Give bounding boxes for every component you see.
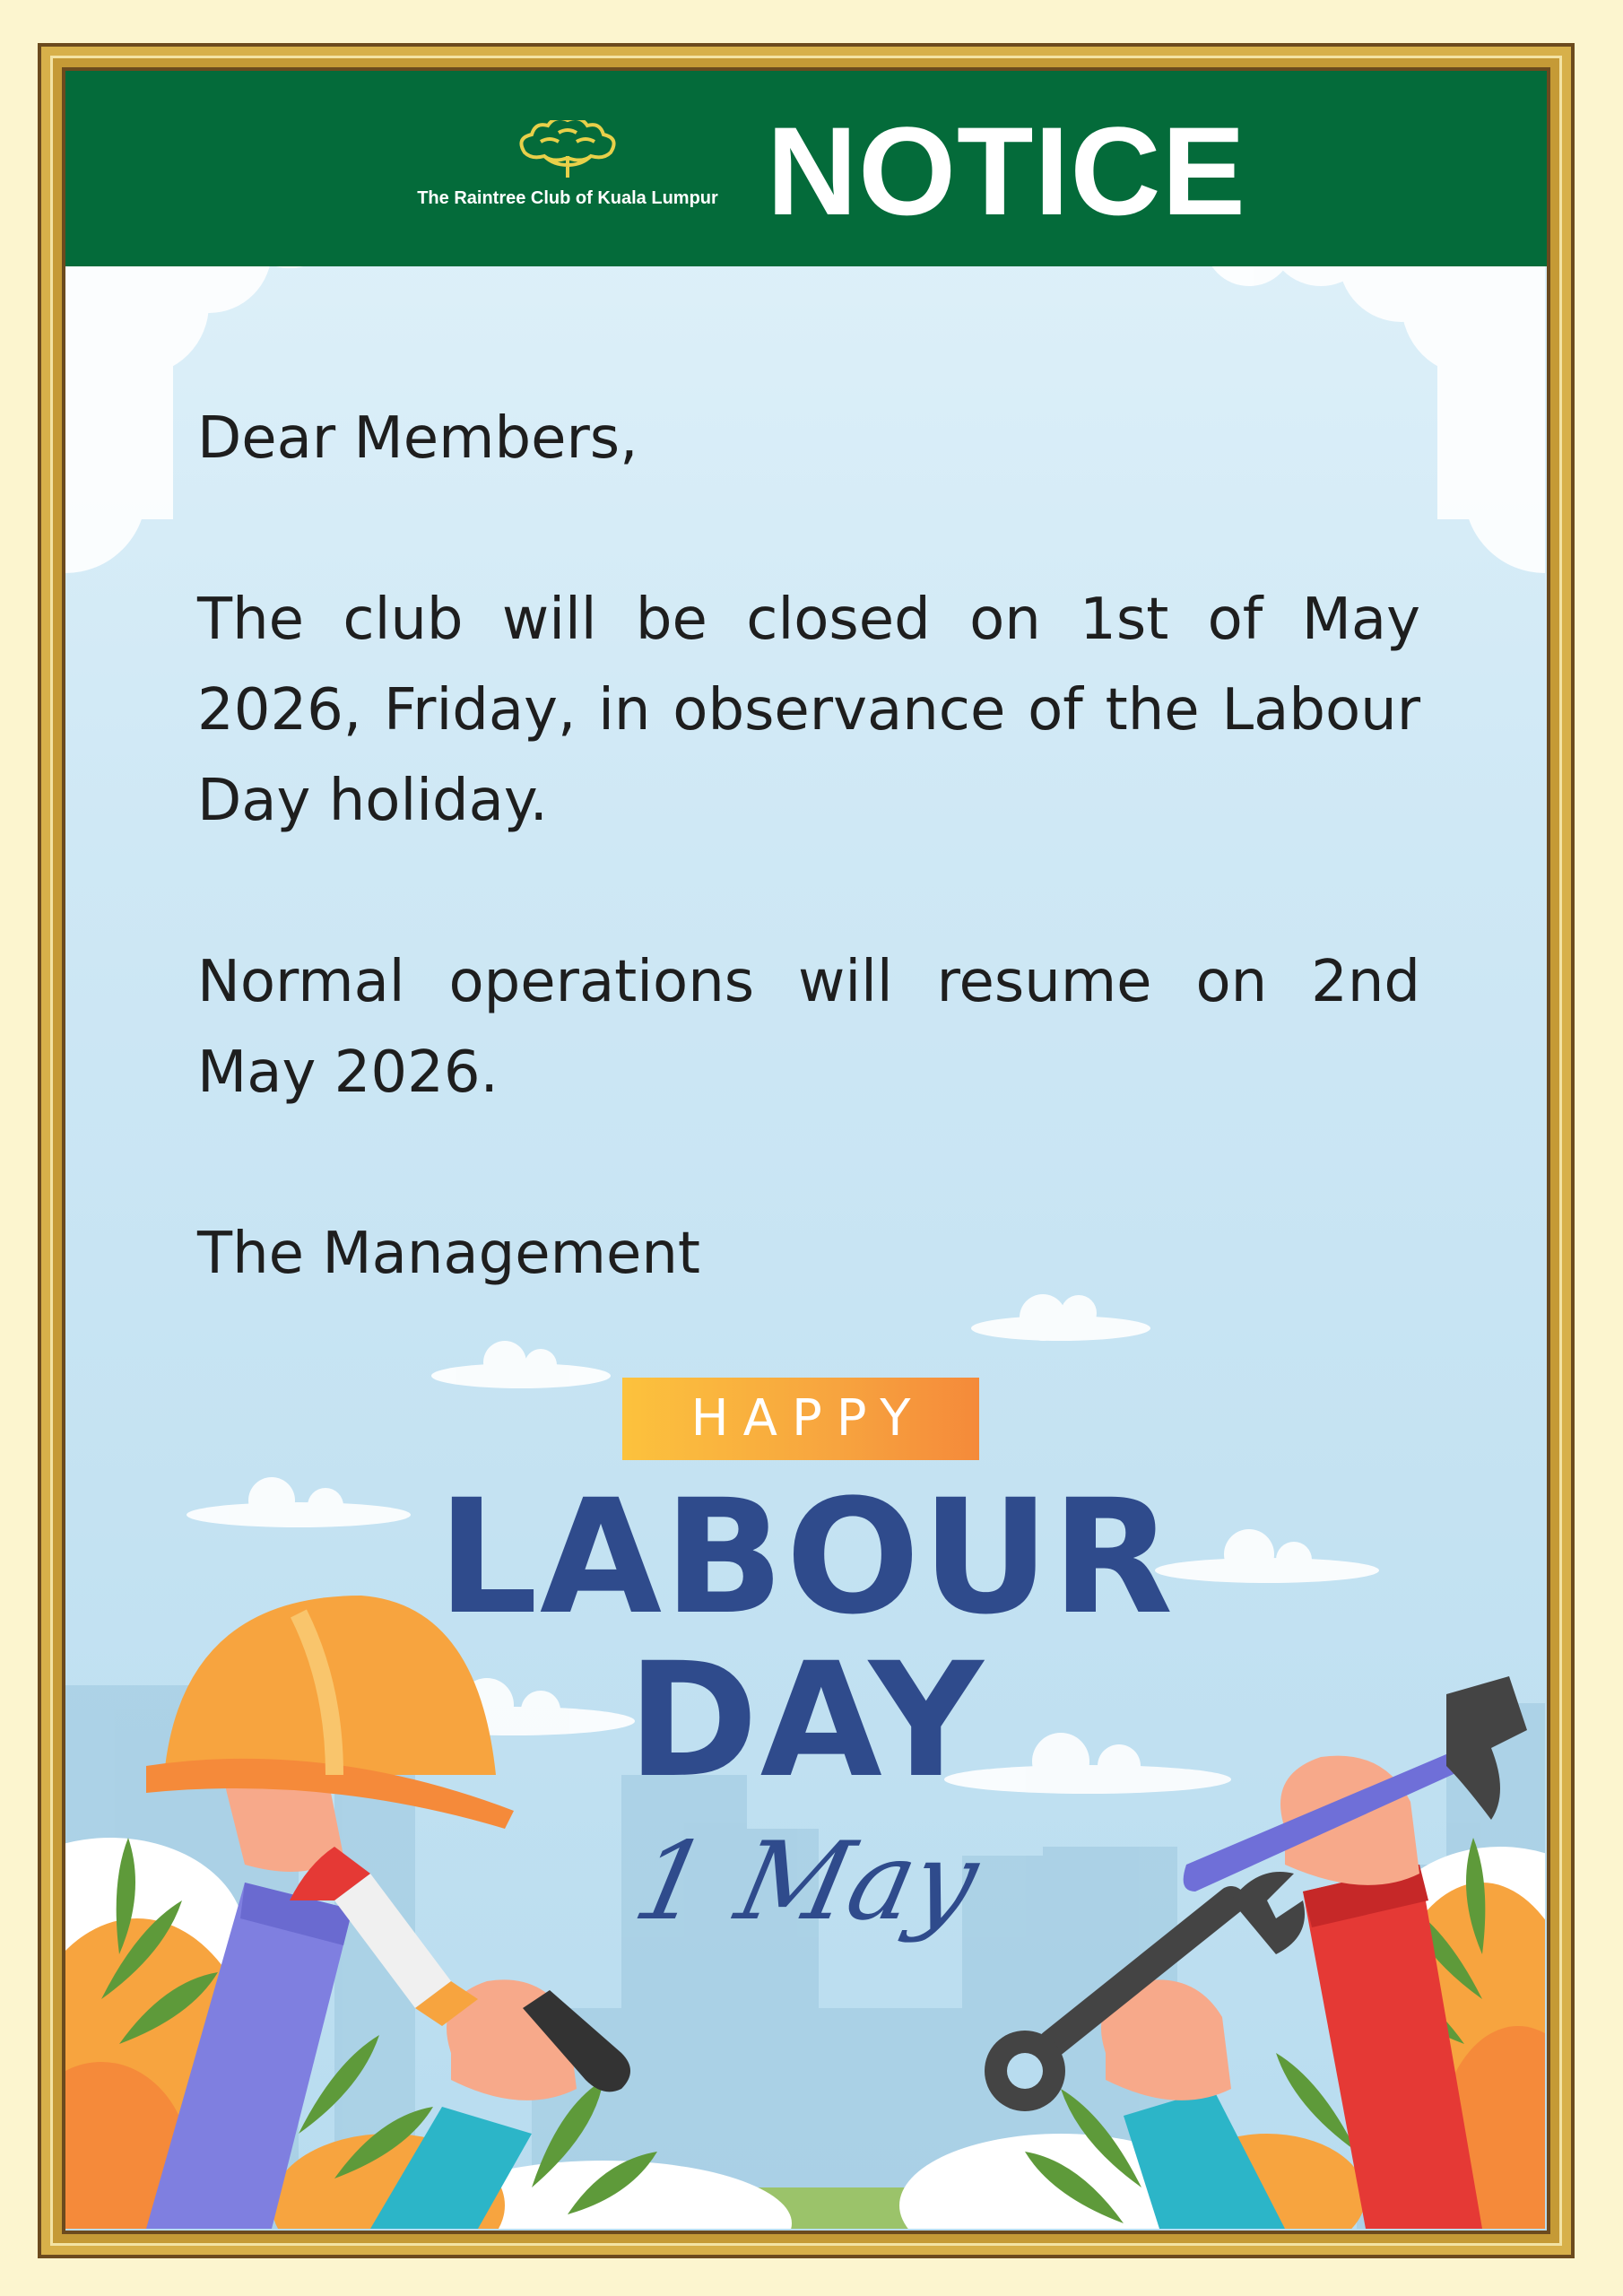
- frame-mid: [50, 56, 1562, 2246]
- gold-frame: [38, 43, 1575, 2258]
- frame-inner: [62, 67, 1550, 2234]
- raintree-logo-icon: [514, 120, 621, 179]
- notice-poster: [65, 71, 1547, 2231]
- signature: The Management: [197, 1221, 700, 1287]
- closure-paragraph: The club will be closed on 1st of May 2026, Friday, in observance of the Labour Day holiday.: [197, 587, 1420, 834]
- labour-heading: LABOUR: [437, 1465, 1176, 1649]
- notice-header: [65, 71, 1547, 266]
- notice-title: NOTICE: [767, 100, 1246, 241]
- day-heading: DAY: [627, 1629, 985, 1813]
- date-script: 1 May: [623, 1820, 989, 1944]
- happy-label: HAPPY: [622, 1378, 979, 1460]
- club-name: The Raintree Club of Kuala Lumpur: [417, 188, 718, 208]
- resume-paragraph: Normal operations will resume on 2nd May 2026.: [197, 949, 1420, 1106]
- club-logo: [388, 120, 747, 209]
- notice-body: [197, 394, 1420, 1300]
- greeting: Dear Members,: [197, 405, 638, 472]
